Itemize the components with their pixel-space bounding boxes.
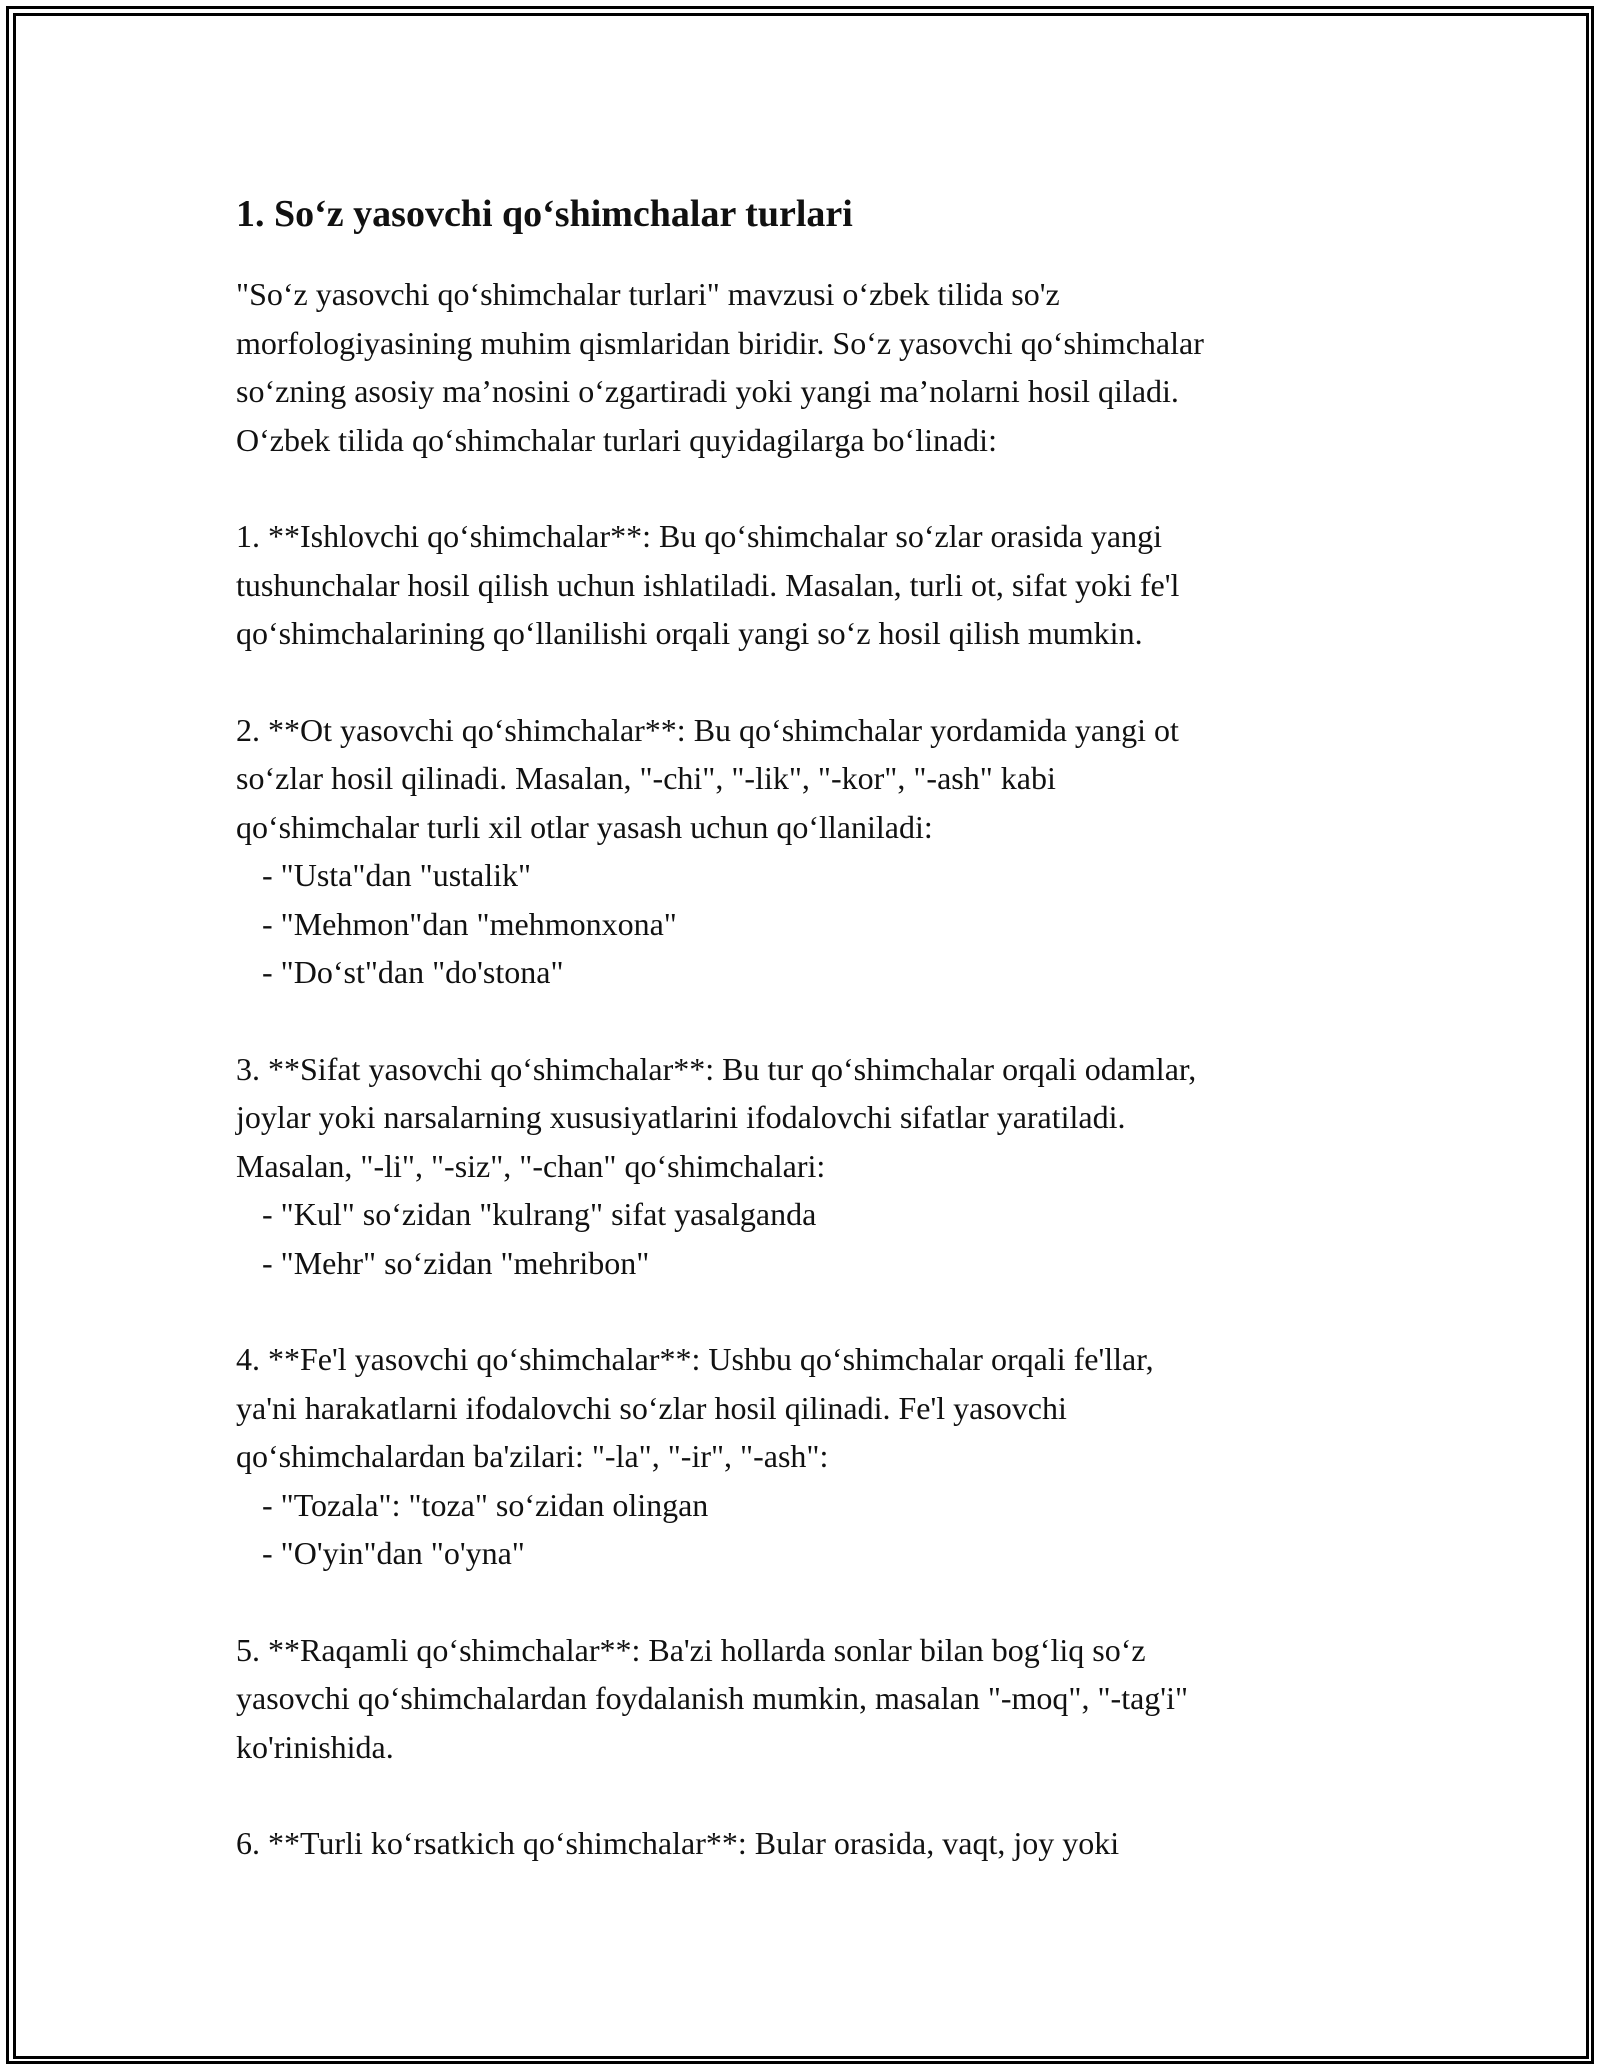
text-line: 1. **Ishlovchi qo‘shimchalar**: Bu qo‘shimchalar so‘zlar orasida yangi xyxy=(236,518,1162,554)
text-line: qo‘shimchalar turli xil otlar yasash uchun qo‘llaniladi: xyxy=(236,808,933,845)
text-line: 4. **Fe'l yasovchi qo‘shimchalar**: Ushbu qo‘shimchalar orqali fe'llar, xyxy=(236,1341,1154,1377)
text-line: qo‘shimchalardan ba'zilari: "-la", "-ir", "-ash": xyxy=(236,1438,829,1474)
text-line: qo‘shimchalarining qo‘llanilishi orqali yangi so‘z hosil qilish mumkin. xyxy=(236,615,1143,651)
section-4 xyxy=(236,1335,1416,1578)
text-line: 3. **Sifat yasovchi qo‘shimchalar**: Bu tur qo‘shimchalar orqali odamlar, xyxy=(236,1050,1197,1087)
section-3 xyxy=(236,1045,1416,1288)
example-item: - "Tozala": "toza" so‘zidan olingan xyxy=(262,1486,709,1523)
text-line: ko'rinishida. xyxy=(236,1728,394,1765)
example-item: - "Kul" so‘zidan "kulrang" sifat yasalganda xyxy=(262,1196,817,1232)
text-line: 2. **Ot yasovchi qo‘shimchalar**: Bu qo‘shimchalar yordamida yangi ot xyxy=(236,711,1179,748)
document-body xyxy=(236,186,1416,1916)
text-line: so‘zlar hosil qilinadi. Masalan, "-chi", "-lik", "-kor", "-ash" kabi xyxy=(236,760,1056,796)
section-6 xyxy=(236,1819,1416,1868)
text-line: tushunchalar hosil qilish uchun ishlatiladi. Masalan, turli ot, sifat yoki fe'l xyxy=(236,566,1180,603)
example-item: - "Mehr" so‘zidan "mehribon" xyxy=(262,1244,650,1281)
example-item: - "Usta"dan "ustalik" xyxy=(262,857,532,893)
section-2 xyxy=(236,706,1416,997)
text-line: ya'ni harakatlarni ifodalovchi so‘zlar hosil qilinadi. Fe'l yasovchi xyxy=(236,1389,1067,1426)
intro-paragraph xyxy=(236,270,1416,464)
section-5 xyxy=(236,1626,1416,1772)
text-line: 5. **Raqamli qo‘shimchalar**: Ba'zi hollarda sonlar bilan bog‘liq so‘z xyxy=(236,1631,1146,1668)
text-line: Masalan, "-li", "-siz", "-chan" qo‘shimchalari: xyxy=(236,1147,826,1184)
text-line: O‘zbek tilida qo‘shimchalar turlari quyidagilarga bo‘linadi: xyxy=(236,421,997,458)
example-item: - "Mehmon"dan "mehmonxona" xyxy=(262,905,677,942)
text-line: yasovchi qo‘shimchalardan foydalanish mumkin, masalan "-moq", "-tag'i" xyxy=(236,1680,1189,1716)
document-title: 1. So‘z yasovchi qo‘shimchalar turlari xyxy=(236,193,853,235)
text-line: 6. **Turli ko‘rsatkich qo‘shimchalar**: Bular orasida, vaqt, joy yoki xyxy=(236,1825,1120,1861)
text-line: joylar yoki narsalarning xususiyatlarini ifodalovchi sifatlar yaratiladi. xyxy=(236,1099,1126,1135)
example-item: - "Do‘st"dan "do'stona" xyxy=(262,954,564,990)
example-item: - "O'yin"dan "o'yna" xyxy=(262,1535,525,1571)
text-line: so‘zning asosiy ma’nosini o‘zgartiradi yoki yangi ma’nolarni hosil qiladi. xyxy=(236,373,1179,409)
text-line: morfologiyasining muhim qismlaridan biridir. So‘z yasovchi qo‘shimchalar xyxy=(236,324,1204,361)
text-line: "So‘z yasovchi qo‘shimchalar turlari" mavzusi o‘zbek tilida so'z xyxy=(236,276,1060,312)
section-1 xyxy=(236,512,1416,658)
